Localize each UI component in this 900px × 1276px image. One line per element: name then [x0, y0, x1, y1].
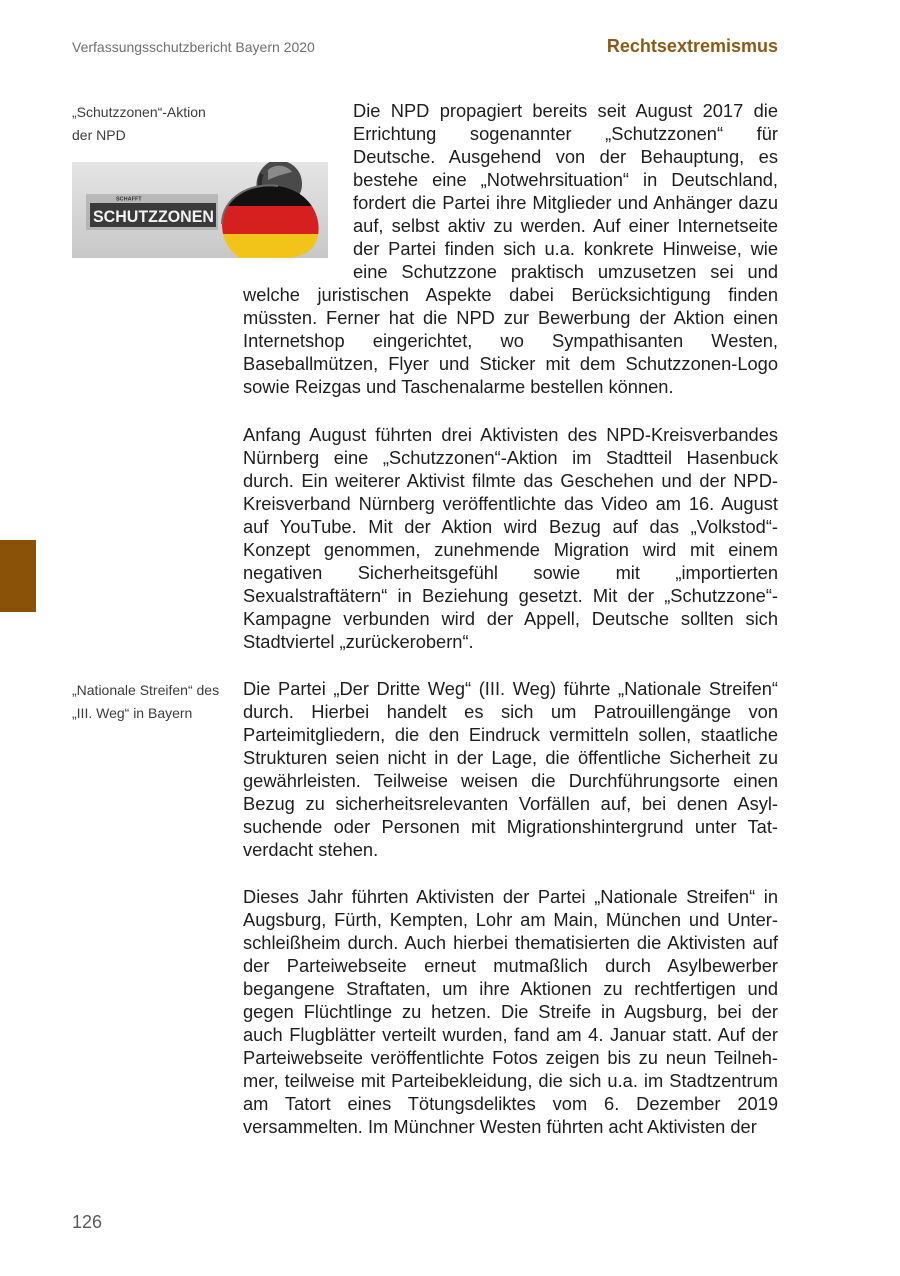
- paragraph-text: Dieses Jahr führten Aktivisten der Partei „Nationale Streifen“ in Augsburg, Fürth, Kempten, Lohr am Main, München und Unterschleißheim durch. Auch hierbei thematisierten die Aktivisten auf der Parteiwebseite erneut mutmaßlich durch Asylbewerber begangene Straftaten, um ihre Aktionen zu rechtfertigen und gegen Flüchtlinge zu hetzen. Die Streife in Augsburg, bei der auch Flugblätter verteilt wurden, fand am 4. Januar statt. Auf der Parteiwebseite veröffentlichte Fotos zeigen bis zu neun Teilnehmer, teilweise mit Parteibekleidung, die sich u.a. im Stadtzentrum am Tatort eines Tötungsdeliktes vom 6. Dezember 2019 versammelten. Im Münchner Westen führten acht Aktivisten der: [243, 886, 778, 1137]
- figure-logo-text: SCHUTZZONEN: [93, 207, 214, 226]
- paragraph-text: Die NPD propagiert bereits seit August 2017 die Errichtung sogenannter „Schutzzonen“ für Deutsche. Ausgehend von der Behauptung, es bestehe eine „Notwehrsituation“ in Deutschland, fordert die Partei ihre Mitglieder und Anhänger dazu auf, selbst aktiv zu werden. Auf einer Internetseite der Partei finden sich u.a. konkrete Hinweise, wie eine Schutzzone praktisch umzusetzen sei und welche juristischen Aspekte dabei Berücksichtigung finden müssten. Ferner hat die NPD zur Bewerbung der Aktion einen Internetshop eingerichtet, wo Sympathisanten Westen, Baseballmützen, Flyer und Sticker mit dem Schutzzonen-Logo sowie Reizgas und Taschenalarme bestellen können.: [243, 100, 778, 397]
- paragraph-text: Anfang August führten drei Aktivisten des NPD-Kreisverbandes Nürnberg eine „Schutzzonen“-Aktion im Stadtteil Hasenbuck durch. Ein weiterer Aktivist filmte das Geschehen und der NPD-Kreisverband Nürnberg veröffentlichte das Video am 16. August auf YouTube. Mit der Aktion wird Bezug auf das „Volkstod“-Konzept genommen, zunehmende Migration wird mit einem negativen Sicherheitsgefühl sowie mit „importierten Sexualstraftätern“ in Beziehung gesetzt. Mit der „Schutzzone“-Kampagne verbunden wird der Appell, Deutsche sollten sich Stadtviertel „zurückerobern“.: [243, 424, 778, 652]
- body-paragraph-1: [243, 99, 778, 398]
- figure-wrap-spacer: [243, 145, 353, 263]
- page-number: 126: [72, 1212, 103, 1232]
- paragraph-text: Die Partei „Der Dritte Weg“ (III. Weg) führte „Nationale Streifen“ durch. Hierbei handelt es sich um Patrouillengänge von Parteimitgliedern, die den Eindruck vermitteln sollen, staatliche Strukturen seien nicht in der Lage, die öffentliche Sicherheit zu gewährleisten. Teilweise weisen die Durchführungsorte einen Bezug zu sicherheitsrelevanten Vorfällen auf, bei denen Asylsuchende oder Personen mit Migrationshintergrund unter Tatverdacht stehen.: [243, 678, 778, 860]
- margin-note-schutzzonen: „Schutzzonen“-Aktion der NPD: [72, 104, 206, 143]
- running-header: [72, 36, 778, 60]
- body-paragraph-2: [243, 423, 778, 653]
- running-title: Verfassungsschutzbericht Bayern 2020: [72, 39, 315, 55]
- chapter-side-tab: [0, 540, 36, 612]
- figure-small-text: SCHAFFT: [116, 196, 142, 203]
- margin-note-nationale-streifen: „Nationale Streifen“ des „III. Weg“ in Bayern: [72, 682, 220, 721]
- body-paragraph-4: [243, 885, 778, 1138]
- chapter-title: Rechtsextremismus: [606, 36, 778, 56]
- body-paragraph-3: [243, 677, 778, 861]
